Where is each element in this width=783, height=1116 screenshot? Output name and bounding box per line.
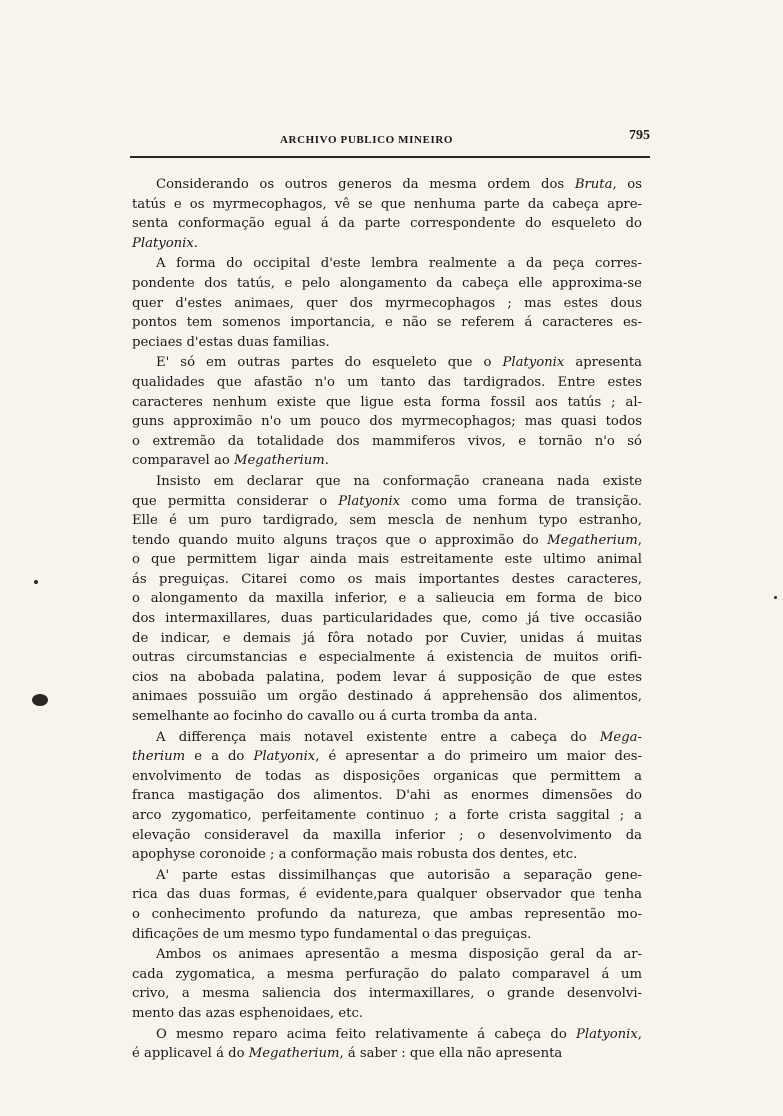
italic-term: Platyonix [576,1026,638,1042]
text-run: guns approximão n'o um pouco dos myrmecophagos; mas quasi todos [132,414,642,430]
text-run: que permitta considerar o [132,493,339,509]
paragraph [132,353,642,471]
text-line [132,687,642,707]
text-line [132,866,642,886]
text-line [132,570,642,590]
text-line [132,175,642,195]
italic-term: Bruta [574,177,613,192]
text-line [132,393,642,413]
text-run: , os [612,177,643,192]
paragraph [132,254,642,352]
text-run: cada zygomatica, a mesma perfuração do palato comparavel á um [132,966,642,982]
text-run: peciaes d'estas duas familias. [132,334,330,350]
text-line [132,629,642,649]
text-run: semelhante ao focinho do cavallo ou á curta tromba da anta. [132,709,538,725]
paragraph [132,472,642,727]
text-line [132,845,642,865]
text-run: , [637,1026,642,1042]
text-run: Ambos os animaes apresentão a mesma disposição geral da ar- [156,947,642,963]
italic-term: Platyonix [338,493,401,509]
text-line [132,826,642,846]
text-line [132,707,642,727]
text-line [132,747,642,767]
text-line [132,492,642,512]
text-run: elevação consideravel da maxilla inferior ; o desenvolvimento da [132,827,642,843]
text-line [132,767,642,787]
italic-term: Megatherium [248,1046,340,1062]
italic-term: Platyonix [253,749,316,765]
header-rule [130,156,650,158]
text-run: . [324,453,329,469]
paragraph [132,175,642,253]
text-run: , [637,532,642,548]
text-run: A forma do occipital d'este lembra realmente a da peça corres- [156,256,642,272]
text-run: e a do [185,749,254,765]
italic-term: Megatherium [233,453,325,469]
text-line [132,728,642,748]
ink-speck [34,580,38,584]
text-line [132,589,642,609]
text-line [132,1004,642,1024]
text-run: franca mastigação dos alimentos. D'ahi as enormes dimensões do [132,788,642,804]
text-run: de indicar, e demais já fôra notado por Cuvier, unidas á muitas [132,630,642,646]
text-run: qualidades que afastão n'o um tanto das tardigrados. Entre estes [132,374,642,390]
text-line [132,806,642,826]
page-number: 795 [629,128,650,143]
text-run: outras circumstancias e especialmente á existencia de muitos orifi- [132,650,642,666]
text-run: arco zygomatico, perfeitamente continuo ; a forte crista saggital ; a [132,808,642,823]
paragraph [132,728,642,865]
italic-term: Platyonix [502,355,565,371]
text-run: tatús e os myrmecophagos, vê se que nenhuma parte da cabeça apre- [132,196,642,212]
text-line [132,254,642,274]
text-line [132,885,642,905]
text-line [132,648,642,668]
italic-term: therium [132,749,186,765]
text-run: cios na abobada palatina, podem levar á supposição de que estes [132,669,642,685]
text-line [132,531,642,551]
text-run: apophyse coronoide ; a conformação mais robusta dos dentes, etc. [132,847,578,863]
text-line [132,274,642,294]
text-run: é applicavel á do [132,1046,249,1062]
italic-term: Mega- [599,729,642,745]
text-run: rica das duas formas, é evidente,para qualquer observador que tenha [132,887,642,903]
text-line [132,214,642,234]
paragraph [132,866,642,944]
text-line [132,786,642,806]
text-run: dos intermaxillares, duas particularidades que, como já tive occasião [132,611,642,627]
text-run: como uma forma de transição. [400,493,643,509]
text-run: envolvimento de todas as disposições organicas que permittem a [132,768,642,784]
text-run: dificações de um mesmo typo fundamental o das preguiças. [132,926,532,942]
text-run: tendo quando muito alguns traços que o approximão do [132,532,548,548]
ink-speck [774,596,777,599]
text-line [132,984,642,1004]
text-run: apresenta [564,355,642,371]
text-line [132,451,642,471]
text-line [132,313,642,333]
text-run: Insisto em declarar que na conformação craneana nada existe [156,473,642,489]
text-line [132,432,642,452]
text-line [132,373,642,393]
running-header [130,126,650,152]
text-run: pondente dos tatús, e pelo alongamento da cabeça elle approxima-se [132,275,642,291]
body-text [132,175,642,1064]
text-line [132,609,642,629]
italic-term: Platyonix [132,235,194,251]
text-line [132,1025,642,1045]
text-run: caracteres nenhum existe que ligue esta forma fossil aos tatús ; al- [132,394,642,410]
text-run: senta conformação egual á da parte correspondente do esqueleto do [132,216,642,232]
text-run: pontos tem somenos importancia, e não se referem á caracteres es- [132,315,642,331]
text-run: crivo, a mesma saliencia dos intermaxillares, o grande desenvolvi- [132,986,642,1002]
text-run: comparavel ao [132,453,234,469]
text-run: o extremão da totalidade dos mammiferos vivos, e tornão n'o só [132,433,642,449]
text-run: o conhecimento profundo da natureza, que ambas representão mo- [132,906,642,922]
text-run: A differença mais notavel existente entre a cabeça do [156,729,600,745]
text-run: mento das azas esphenoidaes, etc. [132,1005,364,1021]
text-run: E' só em outras partes do esqueleto que o [156,355,503,371]
text-line [132,945,642,965]
text-run: Considerando os outros generos da mesma ordem dos [156,177,575,192]
text-run: , é apresentar a do primeiro um maior des- [315,749,642,765]
text-run: Elle é um puro tardigrado, sem mescla de nenhum typo estranho, [132,513,642,529]
text-run: animaes possuião um orgão destinado á apprehensão dos alimentos, [132,689,642,705]
paragraph [132,1025,642,1064]
text-line [132,550,642,570]
text-run: ás preguiças. Citarei como os mais importantes destes caracteres, [132,571,642,587]
text-line [132,412,642,432]
text-line [132,965,642,985]
italic-term: Megatherium [547,532,638,548]
text-run: o que permittem ligar ainda mais estreitamente este ultimo animal [132,552,642,568]
text-run: quer d'estes animaes, quer dos myrmecophagos ; mas estes dous [132,295,642,311]
text-run: . [193,235,198,251]
text-line [132,511,642,531]
text-line [132,333,642,353]
journal-title: ARCHIVO PUBLICO MINEIRO [280,134,454,146]
text-run: O mesmo reparo acima feito relativamente á cabeça do [156,1026,576,1042]
text-run: A' parte estas dissimilhanças que autorisão a separação gene- [156,867,642,883]
ink-blot [32,694,48,706]
text-line [132,234,642,254]
text-line [132,472,642,492]
text-run: , á saber : que ella não apresenta [339,1046,563,1062]
paragraph [132,945,642,1023]
text-line [132,668,642,688]
text-line [132,195,642,215]
text-run: o alongamento da maxilla inferior, e a salieucia em forma de bico [132,591,642,607]
text-line [132,905,642,925]
text-line [132,925,642,945]
text-line [132,353,642,373]
text-line [132,1044,642,1064]
text-line [132,294,642,314]
